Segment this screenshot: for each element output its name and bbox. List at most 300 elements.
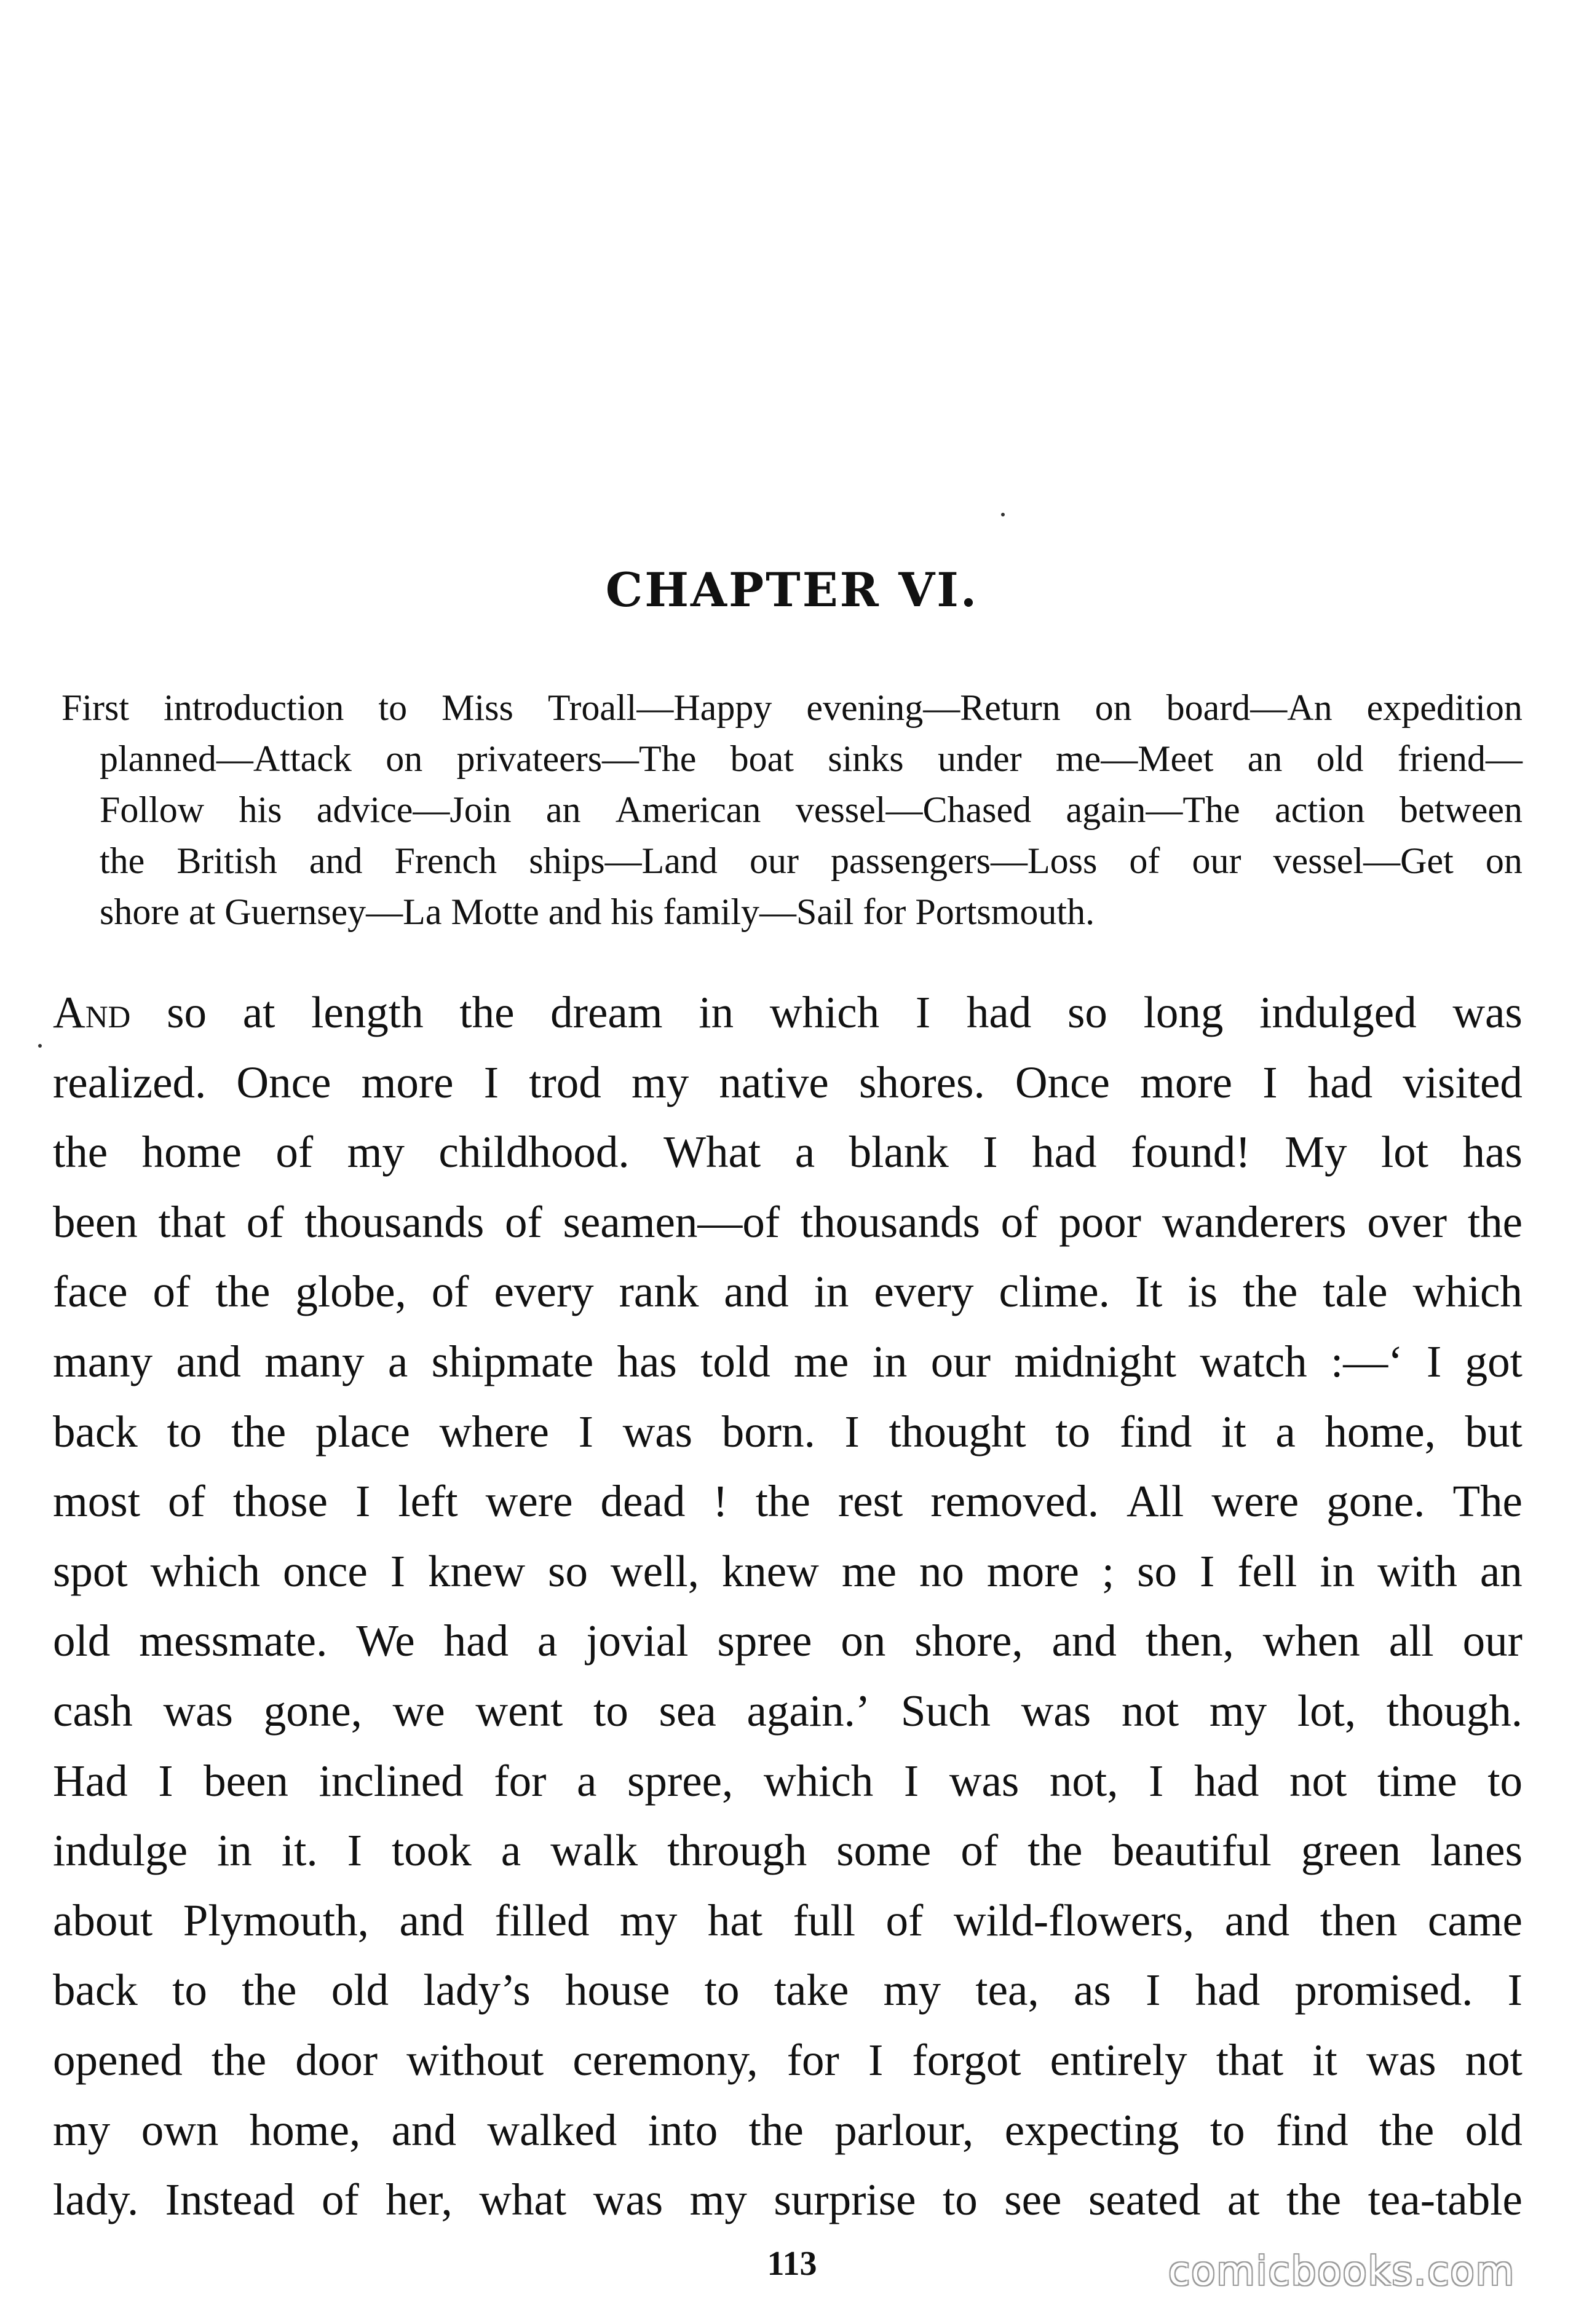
word: indulge: [53, 1825, 188, 1876]
word: find: [1119, 1406, 1192, 1456]
word: fell: [1237, 1546, 1297, 1596]
word: as: [1073, 1965, 1111, 2015]
word: a: [1275, 1406, 1296, 1456]
word: had: [443, 1616, 509, 1666]
word: not: [1465, 2034, 1523, 2085]
word: which: [763, 1755, 874, 1806]
word: tale: [1323, 1267, 1388, 1317]
body-line: [53, 1327, 1523, 1397]
word: Follow: [100, 789, 205, 830]
word: some: [836, 1825, 932, 1876]
body-line: [53, 1606, 1523, 1676]
word: Miss: [442, 687, 513, 728]
body-line-first: [53, 978, 1523, 1048]
word: on: [386, 738, 423, 779]
word: sea: [659, 1685, 716, 1736]
word: hat: [707, 1895, 763, 1945]
word: take: [774, 1965, 849, 2015]
word: were: [485, 1476, 573, 1527]
word: her,: [386, 2175, 453, 2225]
word: the: [242, 1965, 297, 2015]
word: expedition: [1366, 687, 1523, 728]
word: had: [966, 987, 1032, 1037]
word: old: [1316, 738, 1364, 779]
word: all: [1388, 1616, 1434, 1666]
word: every: [494, 1267, 594, 1317]
word: and: [391, 2105, 457, 2155]
word: tea-table: [1368, 2175, 1523, 2225]
word: in: [699, 987, 734, 1037]
word: I: [355, 1476, 371, 1527]
word: for: [494, 1755, 547, 1806]
word: so: [548, 1546, 588, 1596]
word: the: [1379, 2105, 1435, 2155]
word: evening—Return: [806, 687, 1061, 728]
word: which: [1412, 1267, 1523, 1317]
word: walked: [487, 2105, 617, 2155]
word: I: [483, 1057, 499, 1107]
word: to: [942, 2175, 978, 2225]
word: realized.: [53, 1057, 207, 1107]
word: is: [1187, 1267, 1218, 1317]
word: rest: [838, 1476, 903, 1527]
word: privateers—The: [456, 738, 697, 779]
word: our: [749, 840, 799, 881]
word: thousands: [800, 1196, 980, 1247]
word: of: [1000, 1196, 1039, 1247]
word: of: [275, 1127, 314, 1177]
word: to: [167, 1406, 202, 1456]
word: of: [1129, 840, 1160, 881]
word: All: [1127, 1476, 1184, 1527]
word: of: [246, 1196, 284, 1247]
word: What: [663, 1127, 761, 1177]
word: forgot: [912, 2034, 1021, 2085]
word: it: [1221, 1406, 1246, 1456]
word: shipmate: [431, 1336, 594, 1386]
word: had: [1032, 1127, 1097, 1177]
word: the: [211, 2034, 267, 2085]
word: which: [150, 1546, 261, 1596]
word: our: [1192, 840, 1241, 881]
word: Had: [53, 1755, 128, 1806]
word: to: [1487, 1755, 1523, 1806]
word: and: [1224, 1895, 1290, 1945]
word: of: [168, 1476, 205, 1527]
word: our: [930, 1336, 991, 1386]
word: parlour,: [834, 2105, 974, 2155]
word: door: [295, 2034, 378, 2085]
word: see: [1004, 2175, 1062, 2225]
word: born.: [721, 1406, 815, 1456]
word: of: [152, 1267, 191, 1317]
body-line: [53, 1048, 1523, 1118]
word: of: [504, 1196, 542, 1247]
word: spree,: [627, 1755, 734, 1806]
word: lady.: [53, 2175, 139, 2225]
body-line: [53, 1955, 1523, 2025]
watermark: comicbooks.com: [1168, 2249, 1516, 2294]
word: long: [1143, 987, 1224, 1037]
body-paragraph: [53, 978, 1523, 2235]
word: more: [1140, 1057, 1233, 1107]
word: a: [501, 1825, 521, 1876]
word: was: [1366, 2034, 1436, 2085]
word: every: [874, 1267, 974, 1317]
body-line: [53, 1536, 1523, 1607]
word: in: [814, 1267, 849, 1317]
word: home,: [1325, 1406, 1436, 1456]
word: through: [667, 1825, 807, 1876]
word: of: [431, 1267, 469, 1317]
word: once: [282, 1546, 368, 1596]
word: ;: [1101, 1546, 1115, 1596]
word: found!: [1130, 1127, 1251, 1177]
word: our: [1462, 1616, 1523, 1666]
word: filled: [494, 1895, 590, 1945]
word: home: [141, 1127, 242, 1177]
word: then: [1320, 1895, 1398, 1945]
word: gone.: [1326, 1476, 1425, 1527]
word: removed.: [930, 1476, 1099, 1527]
word: I: [1149, 1755, 1164, 1806]
word: jovial: [586, 1616, 689, 1666]
word: has: [1462, 1127, 1523, 1177]
word: indulged: [1259, 987, 1417, 1037]
word: was: [1021, 1685, 1091, 1736]
chapter-synopsis: [61, 682, 1523, 938]
word: house: [565, 1965, 670, 2015]
word: on: [1485, 840, 1523, 881]
word: the: [748, 2105, 804, 2155]
body-line: [53, 2165, 1523, 2235]
word: vessel—Get: [1273, 840, 1454, 881]
word: me—Meet: [1055, 738, 1214, 779]
word: !: [713, 1476, 728, 1527]
word: has: [617, 1336, 677, 1386]
word: about: [53, 1895, 153, 1945]
word: It: [1135, 1267, 1163, 1317]
word: native: [719, 1057, 829, 1107]
word: globe,: [295, 1267, 406, 1317]
word: old: [53, 1616, 111, 1666]
word: my: [53, 2105, 111, 2155]
word: ships—Land: [529, 840, 718, 881]
word: knew: [721, 1546, 819, 1596]
word: thousands: [304, 1196, 485, 1247]
body-line: [53, 1886, 1523, 1956]
word: with: [1377, 1546, 1457, 1596]
word: shores.: [858, 1057, 985, 1107]
word: American: [615, 789, 761, 830]
word: to: [378, 687, 408, 728]
word: again—The: [1066, 789, 1240, 830]
word: between: [1400, 789, 1523, 830]
word: Plymouth,: [183, 1895, 369, 1945]
word: entirely: [1050, 2034, 1187, 2085]
word: under: [937, 738, 1022, 779]
synopsis-line: [61, 733, 1523, 785]
word: in: [1320, 1546, 1355, 1596]
word: trod: [529, 1057, 601, 1107]
word: surprise: [774, 2175, 916, 2225]
word: blank: [849, 1127, 949, 1177]
word: got: [1465, 1336, 1523, 1386]
word: Such: [900, 1685, 991, 1736]
word: and: [309, 840, 363, 881]
word: which: [769, 987, 880, 1037]
word: more: [986, 1546, 1079, 1596]
word: that: [1216, 2034, 1284, 2085]
word: so: [1067, 987, 1107, 1037]
word: was: [1452, 987, 1523, 1037]
word: planned—Attack: [100, 738, 352, 779]
word: though.: [1386, 1685, 1523, 1736]
word: to: [704, 1965, 740, 2015]
word: but: [1465, 1406, 1523, 1456]
word: a: [537, 1616, 558, 1666]
word: my: [620, 1895, 678, 1945]
word: green: [1301, 1825, 1401, 1876]
word: I: [390, 1546, 406, 1596]
body-line: [53, 2095, 1523, 2165]
word: at: [1227, 2175, 1260, 2225]
word: friend—: [1397, 738, 1523, 779]
word: thought: [889, 1406, 1026, 1456]
synopsis-line: [61, 836, 1523, 887]
word: the: [1243, 1267, 1298, 1317]
word: lot: [1380, 1127, 1429, 1177]
word: full: [793, 1895, 855, 1945]
word: the: [215, 1267, 271, 1317]
word: a: [387, 1336, 408, 1386]
word: it: [1312, 2034, 1337, 2085]
word: boat: [730, 738, 794, 779]
word: I: [903, 1755, 919, 1806]
word: cash: [53, 1685, 133, 1736]
word: I: [1199, 1546, 1215, 1596]
word: the: [53, 1127, 108, 1177]
word: I: [983, 1127, 998, 1177]
word: walk: [550, 1825, 638, 1876]
word: old: [1465, 2105, 1523, 2155]
ink-speck: [1001, 513, 1005, 516]
word: his: [239, 789, 282, 830]
body-line: [53, 1257, 1523, 1327]
word: expecting: [1004, 2105, 1179, 2155]
synopsis-line: [61, 682, 1523, 733]
word: me: [841, 1546, 897, 1596]
word: I: [1262, 1057, 1278, 1107]
word: that: [158, 1196, 226, 1247]
word: back: [53, 1965, 138, 2015]
word: left: [398, 1476, 458, 1527]
word: I: [578, 1406, 593, 1456]
word: seamen—of: [563, 1196, 780, 1247]
word: and: [724, 1267, 789, 1317]
word: been: [204, 1755, 288, 1806]
word: was: [949, 1755, 1020, 1806]
word: we: [392, 1685, 445, 1736]
word: My: [1285, 1127, 1347, 1177]
body-line: [53, 1117, 1523, 1187]
word: where: [439, 1406, 549, 1456]
word: been: [53, 1196, 138, 1247]
word: more: [361, 1057, 454, 1107]
word: at: [242, 987, 275, 1037]
word: knew: [427, 1546, 526, 1596]
word: find: [1276, 2105, 1348, 2155]
word: the: [231, 1406, 287, 1456]
word: to: [172, 1965, 207, 2015]
ink-speck: [38, 1044, 42, 1048]
word: my: [689, 2175, 747, 2225]
word: I: [1426, 1336, 1442, 1386]
word: and: [1051, 1616, 1117, 1666]
word: was: [163, 1685, 233, 1736]
word: The: [1452, 1476, 1523, 1527]
word: Troall—Happy: [547, 687, 772, 728]
word: visited: [1403, 1057, 1523, 1107]
word: I: [347, 1825, 362, 1876]
word: those: [232, 1476, 328, 1527]
word: of: [885, 1895, 924, 1945]
word: again.’: [746, 1685, 871, 1736]
word: for: [786, 2034, 839, 2085]
word: spree: [717, 1616, 812, 1666]
word: British: [176, 840, 277, 881]
word: opened: [53, 2034, 183, 2085]
word: lady’s: [423, 1965, 531, 2015]
word: not,: [1049, 1755, 1119, 1806]
word: vessel—Chased: [795, 789, 1032, 830]
word: dead: [600, 1476, 686, 1527]
word: I: [844, 1406, 860, 1456]
word: took: [391, 1825, 472, 1876]
word: what: [479, 2175, 567, 2225]
word: childhood.: [438, 1127, 630, 1177]
word: length: [311, 987, 424, 1037]
word: no: [919, 1546, 964, 1596]
word: a: [794, 1127, 815, 1177]
word: watch: [1200, 1336, 1307, 1386]
word: the: [1467, 1196, 1523, 1247]
word: it.: [281, 1825, 318, 1876]
word: not: [1121, 1685, 1179, 1736]
body-line: [53, 2025, 1523, 2095]
word: I: [158, 1755, 173, 1806]
word: without: [406, 2034, 544, 2085]
word: French: [394, 840, 497, 881]
word: old: [331, 1965, 389, 2015]
word: the: [1286, 2175, 1342, 2225]
word: rank: [619, 1267, 699, 1317]
word: Once: [1015, 1057, 1110, 1107]
word: home,: [249, 2105, 361, 2155]
chapter-title: CHAPTER VI.: [605, 563, 979, 617]
word: wild-flowers,: [953, 1895, 1195, 1945]
word: I: [868, 2034, 884, 2085]
word: inclined: [319, 1755, 464, 1806]
word: First: [61, 687, 130, 728]
word: I: [915, 987, 931, 1037]
word: told: [700, 1336, 770, 1386]
word: to: [1210, 2105, 1245, 2155]
word: lanes: [1430, 1825, 1523, 1876]
word: messmate.: [139, 1616, 328, 1666]
word: poor: [1059, 1196, 1141, 1247]
word: to: [1055, 1406, 1091, 1456]
word: dream: [550, 987, 663, 1037]
word: was: [622, 1406, 693, 1456]
body-line: [53, 1676, 1523, 1746]
word: my: [1209, 1685, 1267, 1736]
page-number: 113: [767, 2245, 817, 2283]
word: of: [960, 1825, 999, 1876]
word: introduction: [164, 687, 344, 728]
word: tea,: [975, 1965, 1039, 2015]
word: wanderers: [1162, 1196, 1347, 1247]
word: to: [593, 1685, 628, 1736]
word: when: [1262, 1616, 1360, 1666]
word: advice—Join: [316, 789, 512, 830]
opening-word: And: [53, 987, 131, 1037]
word: on: [1095, 687, 1132, 728]
word: over: [1367, 1196, 1447, 1247]
word: me: [794, 1336, 849, 1386]
word: lot,: [1297, 1685, 1356, 1736]
word: We: [356, 1616, 415, 1666]
word: an: [545, 789, 581, 830]
word: in: [216, 1825, 252, 1876]
body-line: [53, 1397, 1523, 1467]
word: so: [167, 987, 207, 1037]
word: beautiful: [1112, 1825, 1272, 1876]
word: and: [176, 1336, 241, 1386]
word: a: [577, 1755, 597, 1806]
word: an: [1247, 738, 1283, 779]
synopsis-line: [61, 785, 1523, 836]
word: not: [1289, 1755, 1347, 1806]
word: spot: [53, 1546, 128, 1596]
word: I: [1146, 1965, 1161, 2015]
word: so: [1137, 1546, 1177, 1596]
word: then,: [1145, 1616, 1234, 1666]
word: of: [321, 2175, 359, 2225]
word: seated: [1088, 2175, 1201, 2225]
word: midnight: [1014, 1336, 1177, 1386]
word: most: [53, 1476, 140, 1527]
word: :—‘: [1331, 1336, 1403, 1386]
word: sinks: [828, 738, 904, 779]
word: were: [1211, 1476, 1299, 1527]
word: into: [647, 2105, 718, 2155]
word: came: [1427, 1895, 1523, 1945]
word: went: [475, 1685, 563, 1736]
word: board—An: [1166, 687, 1333, 728]
word: the: [459, 987, 515, 1037]
word: on: [841, 1616, 886, 1666]
word: in: [872, 1336, 908, 1386]
word: ceremony,: [572, 2034, 758, 2085]
word: my: [631, 1057, 689, 1107]
body-line: [53, 1187, 1523, 1257]
word: action: [1275, 789, 1365, 830]
body-line: [53, 1746, 1523, 1816]
word: clime.: [999, 1267, 1110, 1317]
word: I: [1507, 1965, 1523, 2015]
word: gone,: [263, 1685, 362, 1736]
